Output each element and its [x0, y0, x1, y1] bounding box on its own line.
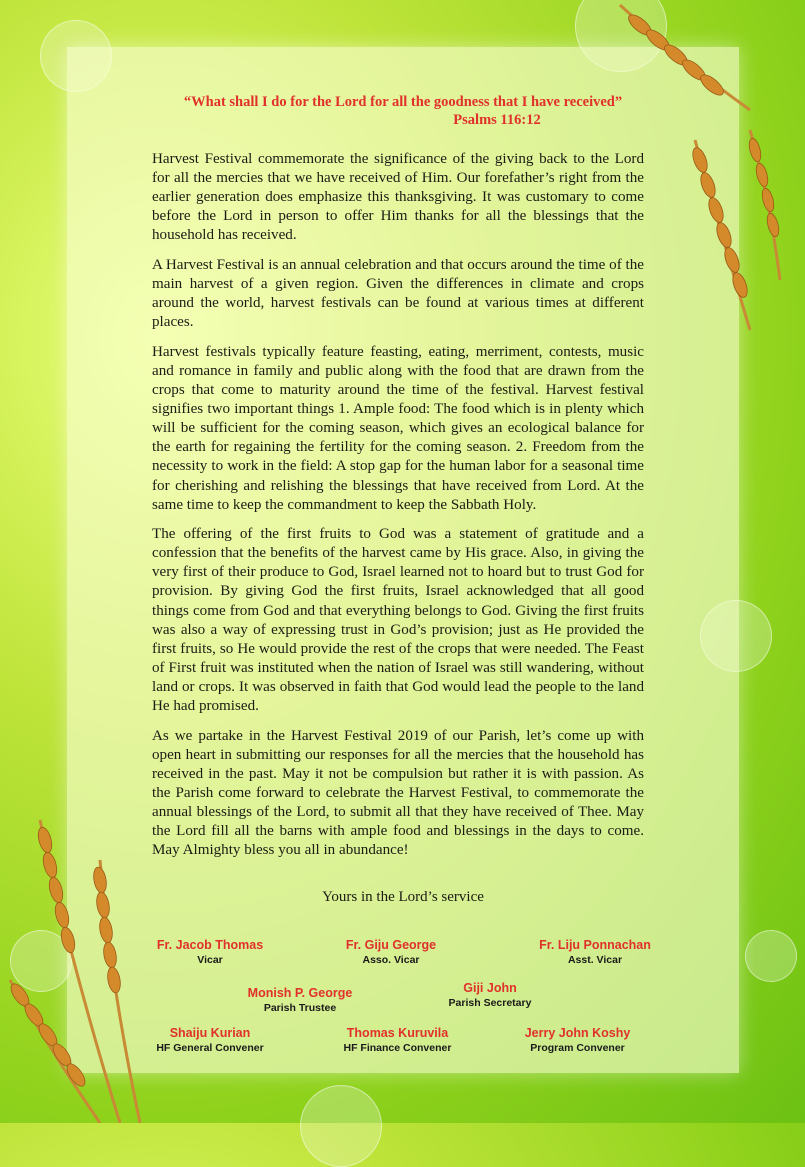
- signatory-name: Jerry John Koshy: [524, 1026, 631, 1040]
- signatory-role: HF General Convener: [156, 1042, 264, 1054]
- signatory-name: Shaiju Kurian: [169, 1026, 251, 1040]
- signatory-name: Thomas Kuruvila: [346, 1026, 449, 1040]
- signatory-role: Vicar: [197, 954, 223, 966]
- quote-reference: Psalms 116:12: [453, 112, 541, 128]
- letter-body: [152, 150, 644, 871]
- signatory-name: Fr. Jacob Thomas: [156, 938, 264, 952]
- signatory: [325, 1026, 470, 1056]
- signatory-name: Monish P. George: [247, 986, 353, 1000]
- signatory: [230, 986, 370, 1016]
- signatory-name: Fr. Liju Ponnachan: [539, 938, 651, 952]
- paragraph: The offering of the first fruits to God was a statement of gratitude and a confession that the benefits of the harvest came by His grace. Also, in giving the very first of their produce to God, Israel learned not to hoard but to trust God for provision. By giving God the first fruits, Israel acknowledged that all good things come from God and that everything belongs to God. Giving the first fruits was also a way of expressing trust in God’s provision; just as He provided the first fruits, so He would provide the rest of the crops that were needed. The Feast of First fruit was instituted when the nation of Israel was still wandering, without land or crops. It was observed in faith that God would lead the people to the land He had promised.: [152, 526, 644, 715]
- signatory: [510, 938, 680, 968]
- paragraph: Harvest festivals typically feature feasting, eating, merriment, contests, music and romance in family and public along with the food that are drawn from the crops that come to maturity around the time of the festival. Harvest festival signifies two important things 1. Ample food: The food which is in plenty which will be sufficient for the coming season, which gives an ecological balance for the earth for regaining the fertility for the coming season. 2. Freedom from the necessity to work in the field: A stop gap for the human labor for a seasonal time for cherishing and relishing the blessings that have received from Lord. At the same time to keep the commandment to keep the Sabbath Holy.: [152, 343, 644, 513]
- paragraph: As we partake in the Harvest Festival 2019 of our Parish, let’s come up with open heart in submitting our responses for all the mercies that the household has received in the past. May it not be compulsion but rather it is with passion. As the Parish come forward to celebrate the Harvest Festival, to commemorate the annual blessings of the Lord, to submit all that they have received of Thee. May the Lord fill all the barns with ample food and blessings in the days to come. May Almighty bless you all in abundance!: [152, 727, 644, 859]
- quote-text: “What shall I do for the Lord for all the goodness that I have received”: [183, 94, 623, 110]
- signatory: [505, 1026, 650, 1056]
- signatory-role: Asst. Vicar: [567, 954, 623, 966]
- closing-line: Yours in the Lord’s service: [322, 889, 484, 905]
- signatory-name: Fr. Giju George: [345, 938, 437, 952]
- signatory: [145, 938, 275, 968]
- signatory-role: Parish Secretary: [448, 997, 532, 1009]
- paragraph: Harvest Festival commemorate the significance of the giving back to the Lord for all the mercies that we have received of Him. Our forefather’s right from the earlier generation does emphasize this thanksgiving. It was customary to come before the Lord in person to offer Him thanks for all the blessings that the household has received.: [152, 151, 644, 244]
- signatory-role: Parish Trustee: [263, 1002, 337, 1014]
- signatory: [140, 1026, 280, 1056]
- signatory-role: Program Convener: [530, 1042, 625, 1054]
- signatory: [430, 981, 550, 1011]
- paragraph: A Harvest Festival is an annual celebration and that occurs around the time of the main harvest of a given region. Given the differences in climate and crops around the world, harvest festivals can be found at various times at different places.: [152, 256, 644, 331]
- signatory-role: Asso. Vicar: [362, 954, 420, 966]
- bokeh-bubble: [745, 930, 797, 982]
- bokeh-bubble: [300, 1085, 382, 1167]
- scripture-quote: [67, 93, 739, 129]
- signatory: [326, 938, 456, 968]
- signatory-name: Giji John: [463, 981, 517, 995]
- signatory-role: HF Finance Convener: [343, 1042, 452, 1054]
